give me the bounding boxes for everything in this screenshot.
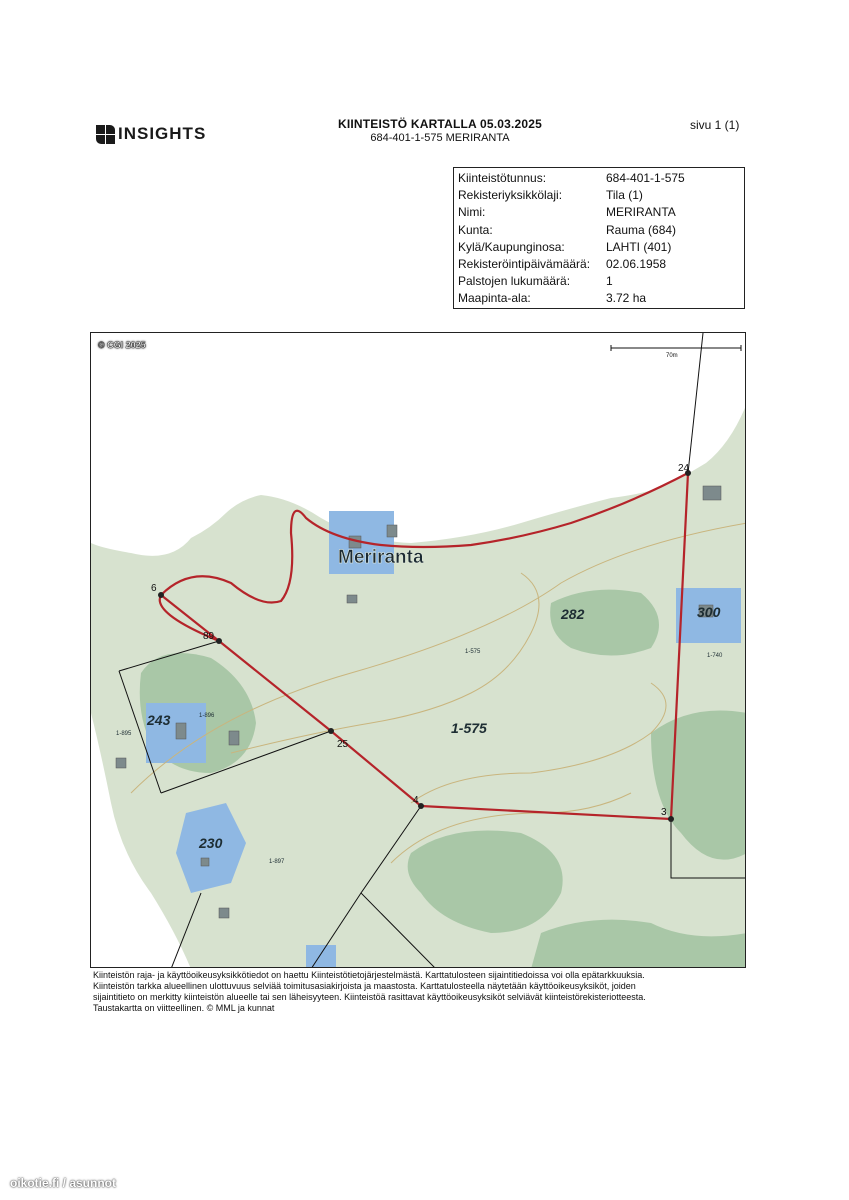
building [703, 486, 721, 500]
building [219, 908, 229, 918]
document-title: KIINTEISTÖ KARTALLA 05.03.2025 [337, 117, 543, 131]
vertex-label: 6 [151, 583, 157, 594]
info-label: Kunta: [458, 222, 493, 237]
vertex-4 [418, 803, 424, 809]
building [116, 758, 126, 768]
info-label: Nimi: [458, 205, 486, 220]
building [387, 525, 397, 537]
map-copyright: © CGI 2025 [98, 340, 146, 350]
vertex-label: 89 [203, 631, 215, 642]
disclaimer [93, 970, 743, 1014]
info-label: Rekisteröintipäivämäärä: [458, 256, 591, 271]
vertex-89 [216, 638, 222, 644]
info-row [458, 273, 740, 290]
info-value: LAHTI (401) [606, 239, 672, 254]
alma-logo-icon [96, 125, 115, 144]
info-row [458, 170, 740, 187]
info-value: 3.72 ha [606, 291, 647, 306]
info-label: Kylä/Kaupunginosa: [458, 239, 565, 254]
info-row [458, 187, 740, 204]
info-label: Palstojen lukumäärä: [458, 274, 571, 289]
parcel-label: 243 [147, 712, 171, 728]
map-canvas[interactable] [91, 333, 746, 968]
info-value: 02.06.1958 [606, 256, 667, 271]
vertex-3 [668, 816, 674, 822]
disclaimer-line: Taustakartta on viitteellinen. © MML ja kunnat [93, 1003, 275, 1013]
parcel-label: 1-740 [707, 653, 723, 659]
info-value: Rauma (684) [606, 222, 677, 237]
info-row [458, 256, 740, 273]
info-value: MERIRANTA [606, 205, 676, 220]
alma-insights-logo [96, 124, 206, 144]
parcel-label: 230 [199, 835, 223, 851]
info-row [458, 222, 740, 239]
vertex-label: 24 [678, 463, 690, 474]
scale-label: 70m [666, 353, 678, 359]
info-value: Tila (1) [606, 188, 643, 203]
building [347, 595, 357, 603]
info-label: Maapinta-ala: [458, 291, 531, 306]
parcel-label: 1-575 [465, 649, 481, 655]
disclaimer-line: sijaintitieto on merkitty kiinteistön alueelle tai sen läheisyyteen. Kiinteistöä rasittavat käyttöoikeusyksiköt selviävät kiinteistörekisteriotteesta. [93, 992, 646, 1002]
building [176, 723, 186, 739]
parcel-label: 1-575 [451, 720, 487, 736]
info-row [458, 290, 740, 307]
parcel-label: 1-896 [199, 713, 215, 719]
vertex-6 [158, 592, 164, 598]
document-subtitle: 684-401-1-575 MERIRANTA [370, 132, 510, 144]
info-label: Rekisteriyksikkölaji: [458, 188, 563, 203]
page-number: sivu 1 (1) [690, 118, 740, 132]
disclaimer-line: Kiinteistön raja- ja käyttöoikeusyksikkötiedot on haettu Kiinteistötietojärjestelmästä. Karttatulosteen sijaintitiedoissa voi olla epätarkkuuksia. [93, 970, 645, 980]
parcel-label: 300 [697, 604, 721, 620]
property-info-table [453, 167, 745, 309]
property-map[interactable] [90, 332, 746, 968]
place-name: Meriranta [338, 547, 424, 568]
info-row [458, 204, 740, 221]
info-label: Kiinteistötunnus: [458, 171, 547, 185]
building [201, 858, 209, 866]
building [229, 731, 239, 745]
logo-text: INSIGHTS [118, 124, 207, 143]
info-row [458, 239, 740, 256]
vertex-label: 3 [661, 807, 667, 818]
info-value: 684-401-1-575 [606, 171, 685, 185]
vertex-25 [328, 728, 334, 734]
vertex-label: 25 [337, 739, 349, 750]
vertex-label: 4 [413, 795, 419, 806]
parcel-label: 282 [561, 606, 585, 622]
info-value: 1 [606, 274, 613, 289]
building-area [306, 945, 336, 968]
parcel-label: 1-897 [269, 859, 285, 865]
parcel-label: 1-895 [116, 731, 132, 737]
watermark: oikotie.fi / asunnot [10, 1176, 117, 1190]
disclaimer-line: Kiinteistön tarkka alueellinen ulottuvuus selviää toimitusasiakirjoista ja maastosta. Karttatulosteella näytetään käyttöoikeusyksiköt, joiden [93, 981, 636, 991]
document-title-block [300, 117, 580, 144]
